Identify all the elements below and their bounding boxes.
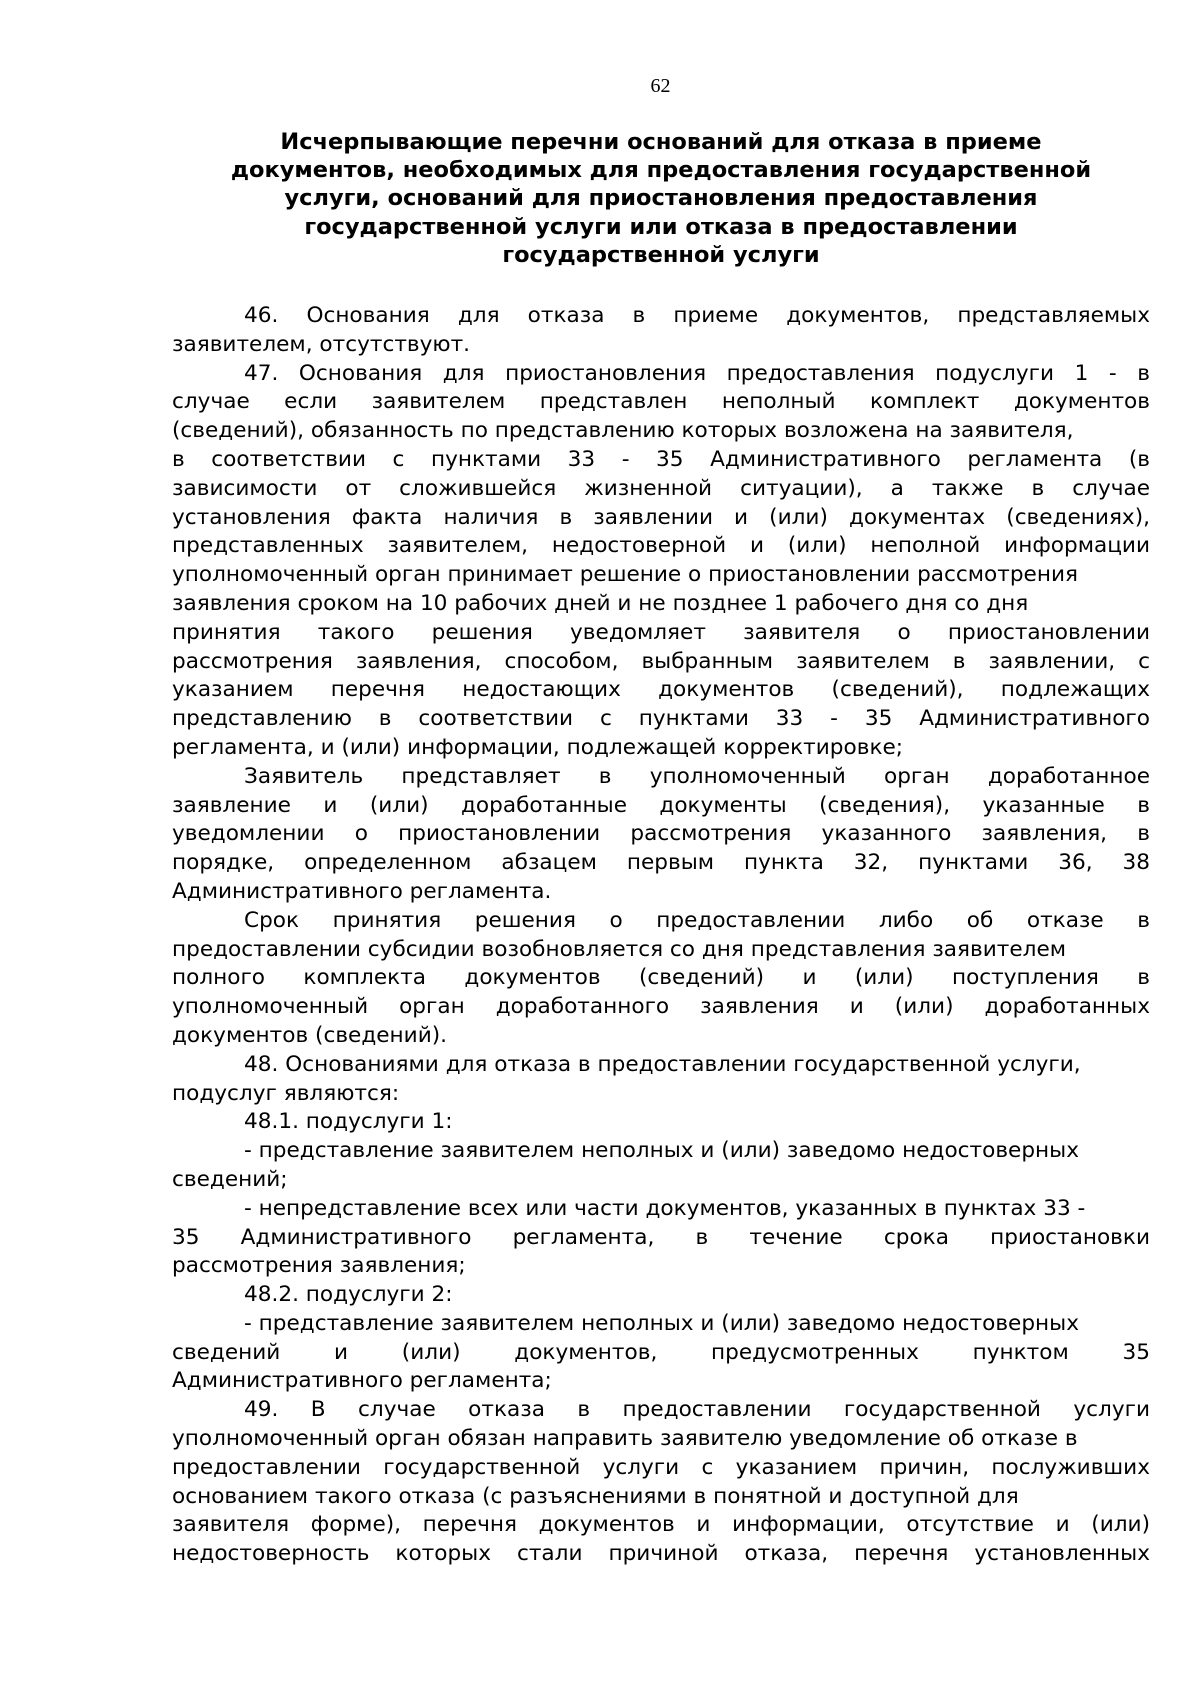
body-line: 49. В случае отказа в предоставлении государственной услуги: [244, 1397, 1150, 1423]
body-line: Административного регламента.: [172, 878, 552, 904]
body-line: (сведений), обязанность по представлению которых возложена на заявителя,: [172, 418, 1074, 444]
body-line: Срок принятия решения о предоставлении либо об отказе в: [244, 907, 1150, 933]
title-line: услуги, оснований для приостановления предоставления: [284, 185, 1038, 212]
title-line: Исчерпывающие перечни оснований для отказа в приеме: [280, 129, 1042, 155]
body-text: [172, 302, 1150, 1569]
body-line: сведений;: [172, 1166, 288, 1192]
title-line: государственной услуги: [502, 241, 820, 268]
body-line: сведений и (или) документов, предусмотренных пунктом 35: [172, 1339, 1150, 1365]
body-line: подуслуг являются:: [172, 1080, 400, 1106]
body-line: Заявитель представляет в уполномоченный орган доработанное: [244, 763, 1150, 789]
body-line: 48. Основаниями для отказа в предоставлении государственной услуги,: [244, 1051, 1081, 1077]
title-line: документов, необходимых для предоставления государственной: [230, 157, 1092, 184]
body-line: заявителя форме), перечня документов и информации, отсутствие и (или): [172, 1512, 1150, 1538]
body-line: основанием такого отказа (с разъяснениями в понятной и доступной для: [172, 1483, 1019, 1509]
body-line: рассмотрения заявления;: [172, 1253, 466, 1279]
body-line: уведомлении о приостановлении рассмотрения указанного заявления, в: [172, 821, 1150, 847]
body-line: - представление заявителем неполных и (или) заведомо недостоверных: [244, 1310, 1079, 1336]
body-line: 46. Основания для отказа в приеме документов, представляемых: [244, 303, 1150, 328]
body-line: в соответствии с пунктами 33 - 35 Административного регламента (в: [172, 446, 1150, 472]
body-line: Административного регламента;: [172, 1368, 552, 1394]
body-line: принятия такого решения уведомляет заявителя о приостановлении: [172, 619, 1150, 645]
body-line: случае если заявителем представлен неполный комплект документов: [172, 389, 1150, 415]
body-line: - непредставление всех или части документов, указанных в пунктах 33 -: [244, 1195, 1086, 1221]
body-line: порядке, определенном абзацем первым пункта 32, пунктами 36, 38: [172, 850, 1150, 876]
body-line: установления факта наличия в заявлении и (или) документах (сведениях),: [172, 504, 1150, 530]
title-line: государственной услуги или отказа в предоставлении: [304, 213, 1018, 240]
body-line: 35 Административного регламента, в течение срока приостановки: [172, 1224, 1150, 1250]
body-line: представлению в соответствии с пунктами 33 - 35 Административного: [172, 706, 1150, 732]
body-line: уполномоченный орган обязан направить заявителю уведомление об отказе в: [172, 1426, 1078, 1452]
body-line: 48.2. подуслуги 2:: [244, 1282, 453, 1308]
body-line: регламента, и (или) информации, подлежащей корректировке;: [172, 734, 904, 760]
body-line: недостоверность которых стали причиной отказа, перечня установленных: [172, 1541, 1150, 1567]
body-line: уполномоченный орган принимает решение о приостановлении рассмотрения: [172, 562, 1078, 588]
body-line: указанием перечня недостающих документов (сведений), подлежащих: [172, 677, 1150, 703]
body-line: представленных заявителем, недостоверной и (или) неполной информации: [172, 533, 1150, 559]
body-line: предоставлении субсидии возобновляется со дня представления заявителем: [172, 936, 1067, 962]
body-line: заявления сроком на 10 рабочих дней и не позднее 1 рабочего дня со дня: [172, 590, 1029, 616]
body-line: предоставлении государственной услуги с указанием причин, послуживших: [172, 1454, 1150, 1480]
body-line: - представление заявителем неполных и (или) заведомо недостоверных: [244, 1138, 1079, 1164]
body-line: 48.1. подуслуги 1:: [244, 1109, 453, 1135]
body-line: уполномоченный орган доработанного заявления и (или) доработанных: [172, 994, 1150, 1020]
section-title: [172, 128, 1150, 269]
body-line: документов (сведений).: [172, 1022, 448, 1048]
body-line: заявителем, отсутствуют.: [172, 331, 471, 357]
body-line: зависимости от сложившейся жизненной ситуации), а также в случае: [172, 475, 1150, 501]
body-line: заявление и (или) доработанные документы (сведения), указанные в: [172, 792, 1150, 818]
page-number: 62: [650, 75, 671, 97]
body-line: 47. Основания для приостановления предоставления подуслуги 1 - в: [244, 360, 1150, 386]
body-line: полного комплекта документов (сведений) и (или) поступления в: [172, 965, 1150, 991]
body-line: рассмотрения заявления, способом, выбранным заявителем в заявлении, с: [172, 648, 1150, 674]
